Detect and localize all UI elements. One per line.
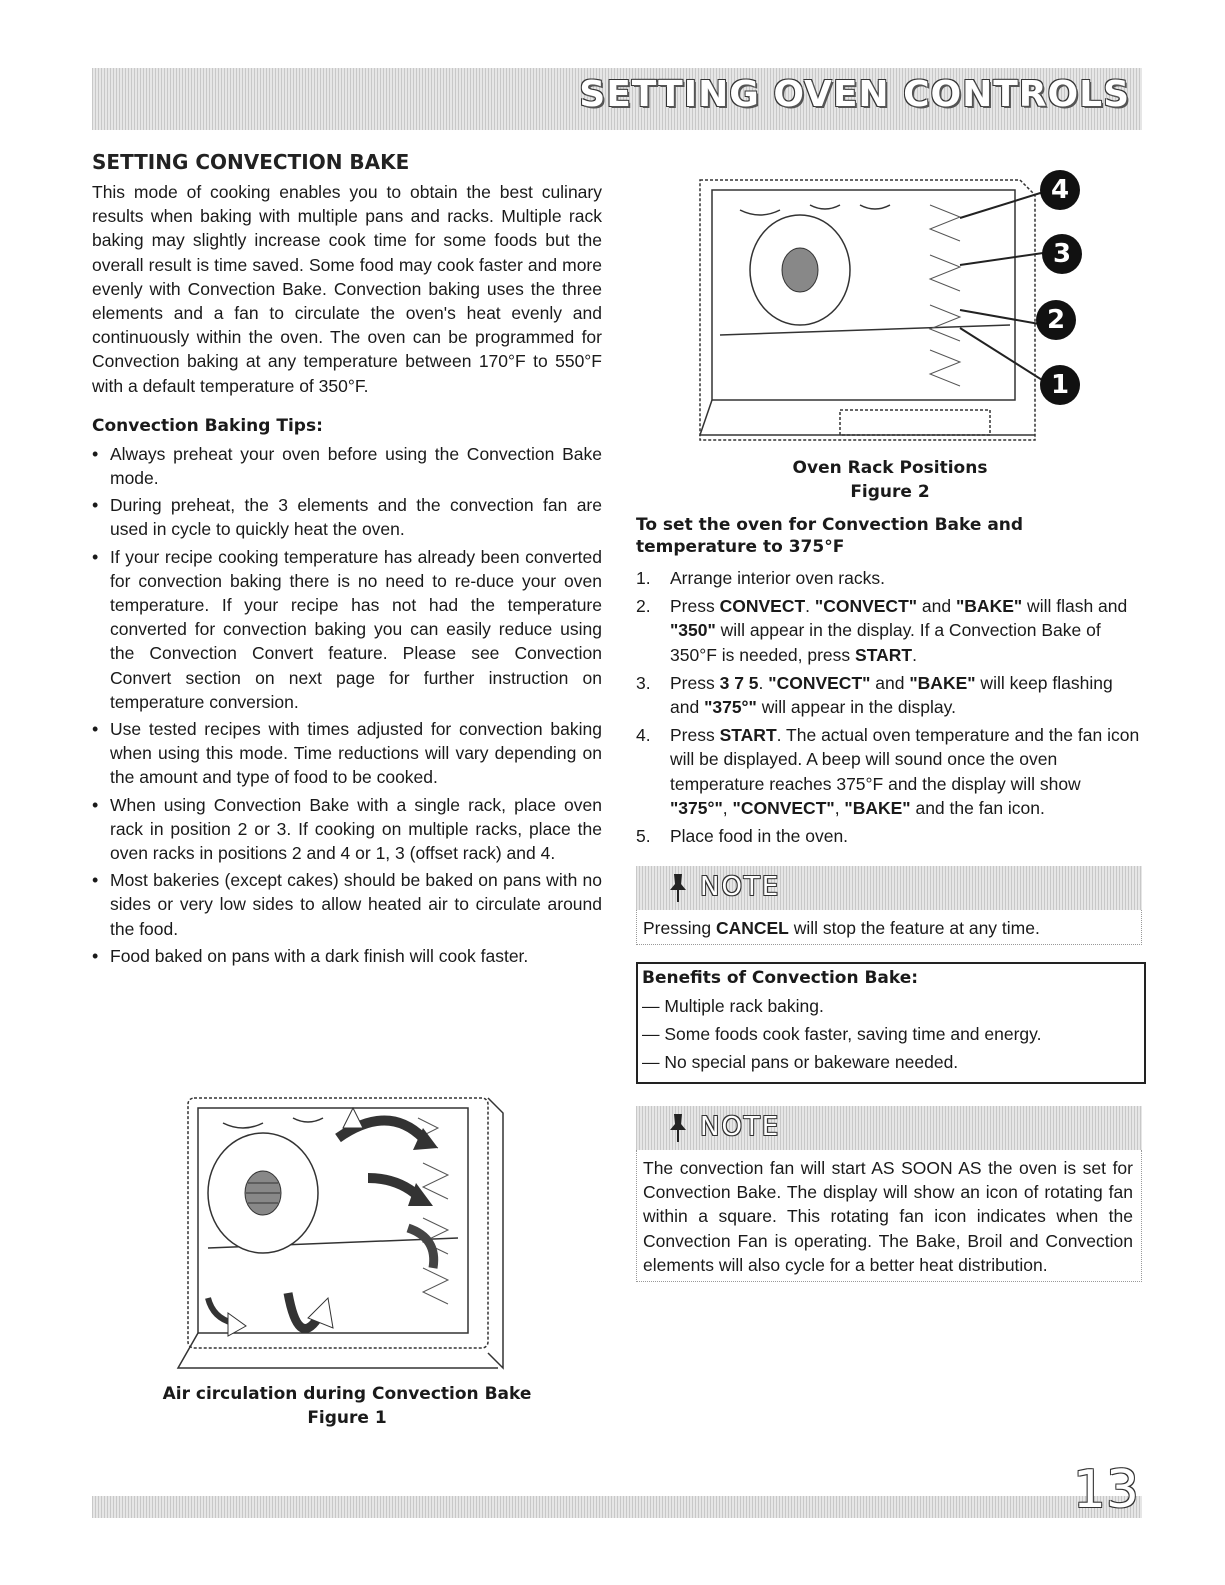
list-item bbox=[636, 824, 1142, 848]
figure-1-label: Figure 1 bbox=[307, 1408, 387, 1428]
step-text: . bbox=[912, 644, 917, 665]
note-text: The convection fan will start AS SOON AS the oven is set for Convection Bake. The display will show an icon of rotating fan within a square. This rotating fan icon indicates when the Convection Fan is operating. The Bake, Broil and Convection elements will also cycle for a better heat distribution. bbox=[636, 1150, 1142, 1282]
note-box bbox=[636, 866, 1142, 945]
step-number: 1. bbox=[636, 568, 651, 588]
list-item bbox=[636, 566, 1142, 590]
step-text: will appear in the display. bbox=[756, 697, 956, 718]
benefits-box bbox=[636, 962, 1146, 1084]
convection-fan-icon bbox=[750, 215, 850, 325]
rack-leader-lines bbox=[960, 190, 1050, 385]
list-item: — No special pans or bakeware needed. bbox=[642, 1052, 959, 1072]
figure-1-caption bbox=[92, 1382, 602, 1430]
rack-position-4-badge: 4 bbox=[1040, 170, 1080, 210]
step-text: and bbox=[917, 596, 956, 617]
tips-list bbox=[92, 442, 602, 968]
list-item bbox=[636, 671, 1142, 719]
step-text: Press bbox=[670, 725, 720, 746]
note-text-part: will stop the feature at any time. bbox=[788, 918, 1040, 938]
display-text: "350" bbox=[670, 620, 716, 641]
convection-fan-icon bbox=[208, 1133, 318, 1253]
header-band bbox=[92, 68, 1142, 130]
display-text: "BAKE" bbox=[844, 797, 911, 818]
step-text: will appear in the display. If a Convection Bake of 350°F is needed, press bbox=[670, 620, 1101, 665]
key-name: CONVECT bbox=[719, 596, 806, 617]
step-text: . bbox=[758, 672, 769, 693]
section-intro: This mode of cooking enables you to obtain the best culinary results when baking with multiple pans and racks. Multiple rack baking may slightly increase cook time for some foods but the overall result is time saved. Some food may cook faster and more evenly with Convection Bake. Convection baking uses the three elements and a fan to circulate the oven's heat evenly and continuously within the oven. The oven can be programmed for Convection baking at any temperature between 170°F to 550°F with a default temperature of 350°F. bbox=[92, 182, 602, 396]
step-number: 2. bbox=[636, 596, 651, 617]
step-text: will flash and bbox=[1022, 596, 1128, 617]
procedure-section bbox=[636, 514, 1142, 852]
oven-interior-drawing bbox=[168, 1068, 528, 1378]
note-box bbox=[636, 1106, 1142, 1282]
display-text: "CONVECT" bbox=[814, 596, 918, 617]
pushpin-icon bbox=[664, 1112, 692, 1144]
procedure-title: To set the oven for Convection Bake and temperature to 375°F bbox=[636, 515, 1024, 557]
list-item: • Always preheat your oven before using the Convection Bake mode. bbox=[92, 442, 602, 490]
list-item: • Use tested recipes with times adjusted for convection baking when using this mode. Time reductions will vary depending on the amount and type of food to be cooked. bbox=[92, 717, 602, 790]
step-text: Place food in the oven. bbox=[670, 826, 849, 847]
rack-position-2-badge: 2 bbox=[1036, 300, 1076, 340]
step-text: and the fan icon. bbox=[910, 797, 1045, 818]
note-header bbox=[636, 866, 1142, 910]
rack-position-3-badge: 3 bbox=[1042, 234, 1082, 274]
display-text: "375°" bbox=[670, 797, 723, 818]
step-text: Press bbox=[670, 672, 720, 693]
page-number: 13 bbox=[1072, 1460, 1139, 1520]
benefits-title: Benefits of Convection Bake: bbox=[642, 968, 919, 988]
tips-title: Convection Baking Tips: bbox=[92, 415, 323, 436]
list-item: — Multiple rack baking. bbox=[642, 996, 824, 1016]
section-title: SETTING CONVECTION BAKE bbox=[92, 150, 410, 174]
figure-2-label: Figure 2 bbox=[850, 482, 930, 502]
list-item: — Some foods cook faster, saving time and energy. bbox=[642, 1024, 1042, 1044]
list-item bbox=[636, 723, 1142, 820]
pushpin-icon bbox=[664, 872, 692, 904]
rack-position-1-badge: 1 bbox=[1040, 365, 1080, 405]
list-item: • Food baked on pans with a dark finish will cook faster. bbox=[92, 944, 602, 968]
key-name: START bbox=[855, 644, 913, 665]
step-number: 3. bbox=[636, 672, 651, 693]
display-text: "CONVECT" bbox=[768, 672, 871, 693]
list-item: • If your recipe cooking temperature has already been converted for convection baking there is no need to re-duce your oven temperature. If your recipe has not had the temperature converted for convection baking you can easily reduce using the Convection Convert feature. Please see Convection Convert section on next page for further instruction on temperature conversion. bbox=[92, 545, 602, 714]
air-circulation-illustration bbox=[168, 1068, 528, 1378]
rack-positions-illustration bbox=[690, 160, 1110, 450]
list-item: • When using Convection Bake with a single rack, place oven rack in position 2 or 3. If cooking on multiple racks, place the oven racks in positions 2 and 4 or 1, 3 (offset rack) and 4. bbox=[92, 793, 602, 866]
note-header bbox=[636, 1106, 1142, 1150]
step-text: . bbox=[805, 596, 815, 617]
procedure-steps bbox=[636, 566, 1142, 848]
list-item: • During preheat, the 3 elements and the convection fan are used in cycle to quickly heat the oven. bbox=[92, 493, 602, 541]
note-text bbox=[636, 910, 1142, 945]
rack-guides bbox=[930, 205, 960, 386]
step-number: 5. bbox=[636, 826, 651, 847]
step-text: . The actual oven temperature and the fan icon will be displayed. A beep will sound once the oven temperature reaches 375°F and the display will show bbox=[670, 725, 1140, 794]
footer-band bbox=[92, 1496, 1142, 1518]
list-item: • Most bakeries (except cakes) should be baked on pans with no sides or very low sides to allow heated air to circulate around the food. bbox=[92, 868, 602, 941]
figure-2-title: Oven Rack Positions bbox=[792, 458, 988, 478]
display-text: "375°" bbox=[704, 697, 757, 718]
list-item bbox=[636, 594, 1142, 667]
left-column bbox=[92, 150, 602, 971]
display-text: "BAKE" bbox=[956, 596, 1023, 617]
display-text: "BAKE" bbox=[909, 672, 976, 693]
step-number: 4. bbox=[636, 725, 651, 746]
display-text: "CONVECT" bbox=[732, 797, 835, 818]
key-name: CANCEL bbox=[715, 918, 789, 938]
step-text: Press bbox=[670, 596, 720, 617]
page-header-title: SETTING OVEN CONTROLS bbox=[579, 74, 1130, 115]
step-text: , bbox=[834, 797, 845, 818]
key-name: START bbox=[719, 725, 777, 746]
figure-2-caption bbox=[680, 456, 1100, 504]
step-text: , bbox=[722, 797, 733, 818]
step-text: will keep flashing and bbox=[670, 672, 1113, 718]
note-label: NOTE bbox=[700, 1112, 781, 1142]
note-label: NOTE bbox=[700, 872, 781, 902]
figure-1-title: Air circulation during Convection Bake bbox=[162, 1384, 532, 1404]
step-text: and bbox=[870, 672, 910, 693]
note-text-part: Pressing bbox=[643, 918, 716, 938]
key-name: 3 7 5 bbox=[719, 672, 759, 693]
step-text: Arrange interior oven racks. bbox=[670, 568, 885, 588]
